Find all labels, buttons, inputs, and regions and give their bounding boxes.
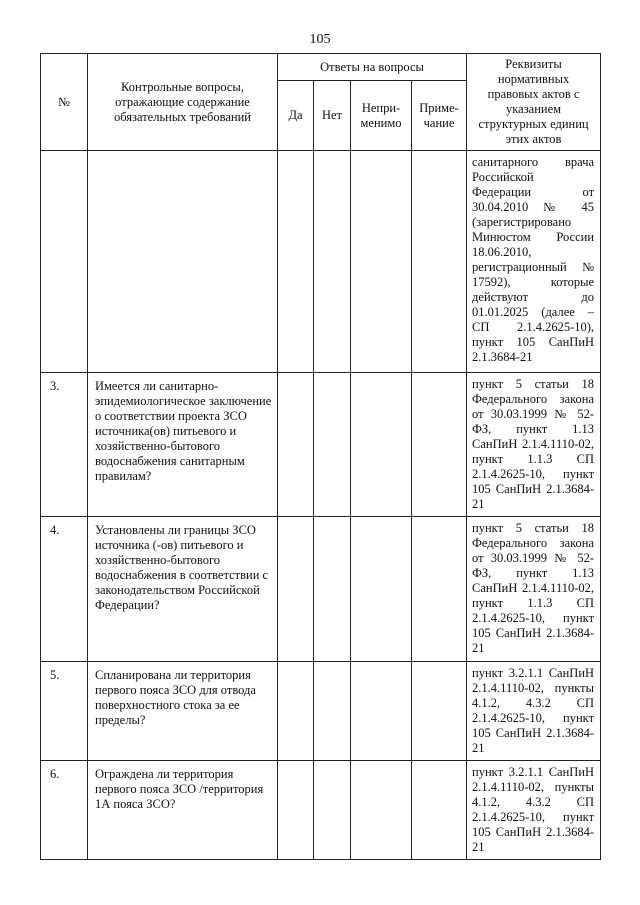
answer-yes-cell: [278, 761, 314, 860]
header-no: Нет: [314, 81, 351, 151]
answer-no-cell: [314, 662, 351, 761]
row-reference: пункт 3.2.1.1 СанПиН 2.1.4.1110-02, пункты 4.1.2, 4.3.2 СП 2.1.4.2625-10, пункт 105 СанПиН 2.1.3684-21: [467, 761, 601, 860]
table-row: [41, 517, 601, 662]
table-row: [41, 373, 601, 517]
checklist-table: [40, 53, 601, 860]
answer-yes-cell: [278, 151, 314, 373]
header-not-applicable: Непри-менимо: [351, 81, 412, 151]
row-question: Имеется ли санитарно-эпидемиологическое заключение о соответствии проекта ЗСО источника(ов) питьевого и хозяйственно-бытового водоснабжения санитарным правилам?: [88, 373, 278, 517]
answer-na-cell: [351, 151, 412, 373]
row-question: Спланирована ли территория первого пояса ЗСО для отвода поверхностного стока за ее пределы?: [88, 662, 278, 761]
answer-na-cell: [351, 662, 412, 761]
answer-yes-cell: [278, 517, 314, 662]
row-number: 6.: [41, 761, 88, 860]
header-question: Контрольные вопросы, отражающие содержание обязательных требований: [88, 54, 278, 151]
answer-no-cell: [314, 517, 351, 662]
answer-note-cell: [412, 151, 467, 373]
answer-note-cell: [412, 517, 467, 662]
answer-no-cell: [314, 761, 351, 860]
header-requisites: Реквизиты нормативных правовых актов с указанием структурных единиц этих актов: [467, 54, 601, 151]
row-question: [88, 151, 278, 373]
row-question: Установлены ли границы ЗСО источника (-ов) питьевого и хозяйственно-бытового водоснабжения в соответствии с законодательством Российской Федерации?: [88, 517, 278, 662]
header-note: Приме-чание: [412, 81, 467, 151]
row-number: 5.: [41, 662, 88, 761]
row-reference: пункт 5 статьи 18 Федерального закона от 30.03.1999 № 52-ФЗ, пункт 1.13 СанПиН 2.1.4.1110-02, пункт 1.1.3 СП 2.1.4.2625-10, пункт 105 СанПиН 2.1.3684-21: [467, 373, 601, 517]
row-number: [41, 151, 88, 373]
answer-na-cell: [351, 517, 412, 662]
answer-na-cell: [351, 761, 412, 860]
row-question: Ограждена ли территория первого пояса ЗСО /территория 1А пояса ЗСО?: [88, 761, 278, 860]
table-row: [41, 761, 601, 860]
header-yes: Да: [278, 81, 314, 151]
answer-note-cell: [412, 761, 467, 860]
answer-no-cell: [314, 373, 351, 517]
answer-yes-cell: [278, 373, 314, 517]
page-number: 105: [309, 32, 331, 47]
row-reference: пункт 5 статьи 18 Федерального закона от 30.03.1999 № 52-ФЗ, пункт 1.13 СанПиН 2.1.4.1110-02, пункт 1.1.3 СП 2.1.4.2625-10, пункт 105 СанПиН 2.1.3684-21: [467, 517, 601, 662]
row-reference: санитарного врача Российской Федерации от 30.04.2010 № 45 (зарегистрировано Минюстом России 18.06.2010, регистрационный № 17592), которые действуют до 01.01.2025 (далее – СП 2.1.4.2625-10), пункт 105 СанПиН 2.1.3684-21: [467, 151, 601, 373]
row-reference: пункт 3.2.1.1 СанПиН 2.1.4.1110-02, пункты 4.1.2, 4.3.2 СП 2.1.4.2625-10, пункт 105 СанПиН 2.1.3684-21: [467, 662, 601, 761]
answer-note-cell: [412, 373, 467, 517]
row-number: 3.: [41, 373, 88, 517]
table-row: [41, 662, 601, 761]
header-num: №: [41, 54, 88, 151]
row-number: 4.: [41, 517, 88, 662]
answer-no-cell: [314, 151, 351, 373]
answer-yes-cell: [278, 662, 314, 761]
header-answers: Ответы на вопросы: [278, 54, 467, 81]
table-row: [41, 151, 601, 373]
answer-note-cell: [412, 662, 467, 761]
answer-na-cell: [351, 373, 412, 517]
